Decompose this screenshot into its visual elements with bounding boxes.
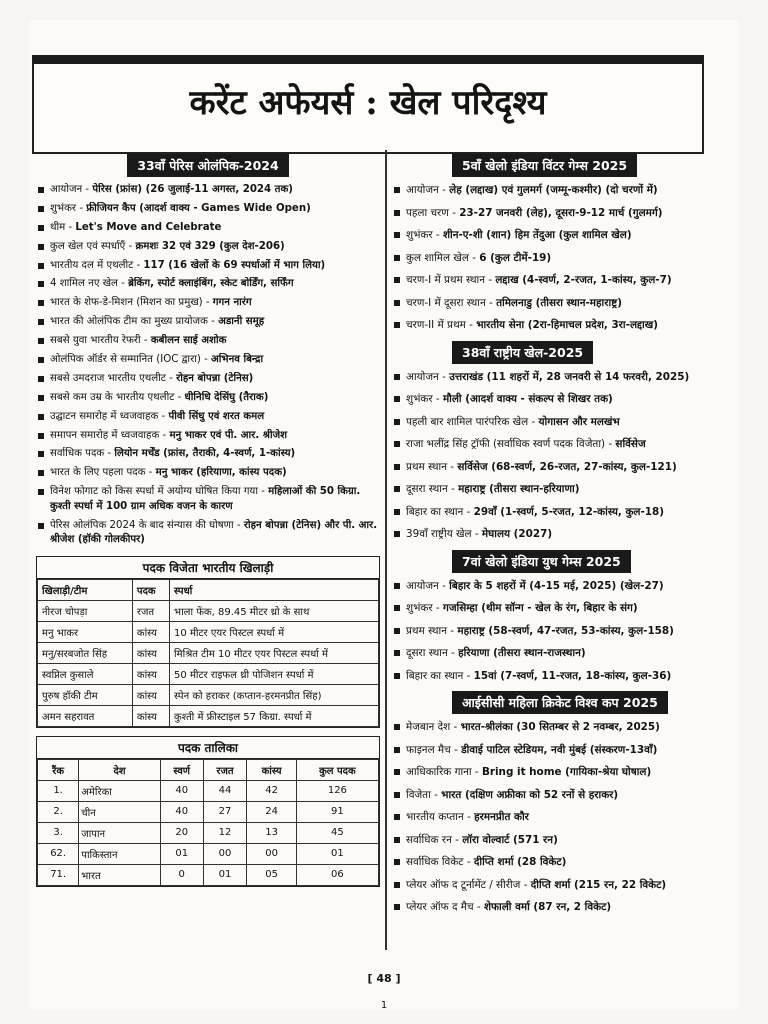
list-item — [392, 206, 722, 221]
item-label: पहला चरण - — [406, 206, 460, 219]
table-cell: 00 — [247, 843, 296, 864]
list-item — [392, 392, 722, 407]
list-item — [36, 485, 380, 514]
table-cell: 71. — [38, 864, 79, 885]
item-label: प्रथम स्थान - — [406, 624, 458, 637]
table-cell: अमन सहरावत — [38, 705, 133, 726]
item-label: सर्वाधिक पदक - — [50, 448, 115, 460]
item-value: लेह (लद्दाख) एवं गुलमर्ग (जम्मू-कश्मीर) (दो चरणों में) — [449, 184, 658, 196]
item-label: समापन समारोह में ध्वजवाहक - — [50, 429, 170, 441]
item-label: आयोजन - — [406, 184, 450, 196]
item-label: पहली बार शामिल पारंपरिक खेल - — [406, 415, 539, 428]
table-cell: भारत — [79, 864, 161, 885]
table-cell: 01 — [296, 843, 378, 864]
item-label: आयोजन - — [406, 579, 450, 592]
item-value: तमिलनाडु (तीसरा स्थान-महाराष्ट्र) — [496, 296, 622, 309]
item-label: बिहार का स्थान - — [406, 505, 474, 518]
item-label: चरण-I में दूसरा स्थान - — [406, 296, 497, 309]
table-cell: स्वप्निल कुसाले — [38, 663, 133, 684]
column-header: कांस्य — [247, 759, 296, 780]
item-value: लॉरा वोल्वार्ट (571 रन) — [462, 833, 558, 846]
fact-list — [392, 579, 722, 684]
item-value: उत्तराखंड (11 शहरों में, 28 जनवरी से 14 फरवरी, 2025) — [449, 370, 690, 383]
fact-list — [392, 720, 722, 915]
list-item — [392, 296, 722, 311]
table-cell: 40 — [160, 801, 203, 822]
list-item — [392, 527, 722, 542]
column-header: स्वर्ण — [160, 759, 203, 780]
item-value: रोहन बोपन्ना (टेनिस) और पी. आर. श्रीजेश (हॉकी गोलकीपर) — [50, 519, 378, 546]
table-cell: 45 — [296, 822, 378, 843]
list-item — [392, 228, 722, 243]
item-value: डीवाई पाटिल स्टेडियम, नवी मुंबई (संस्करण-13वाँ) — [461, 743, 658, 756]
table-cell: पाकिस्तान — [79, 843, 161, 864]
table-cell: 13 — [247, 822, 296, 843]
table-row — [38, 684, 379, 705]
title-banner — [32, 55, 704, 154]
item-label: चरण-I में प्रथम स्थान - — [406, 274, 496, 286]
item-value: हरियाणा (तीसरा स्थान-राजस्थान) — [458, 647, 586, 659]
table-cell: 42 — [247, 780, 296, 801]
item-value: धीनिधि देसिंघु (तैराक) — [184, 391, 269, 403]
item-value: दीप्ति शर्मा (28 विकेट) — [473, 856, 567, 868]
item-value: बिहार के 5 शहरों में (4-15 मई, 2025) (खेल-27) — [449, 579, 664, 592]
item-value: अभिनव बिन्द्रा — [211, 354, 264, 366]
table-cell: 24 — [247, 801, 296, 822]
list-item — [392, 273, 722, 288]
table-cell: 1. — [38, 780, 79, 801]
item-value: लद्दाख (4-स्वर्ण, 2-रजत, 1-कांस्य, कुल-7) — [495, 274, 672, 286]
list-item — [392, 183, 722, 198]
list-item — [392, 878, 722, 893]
item-value: अडानी समूह — [218, 316, 265, 328]
table-cell: 01 — [160, 843, 203, 864]
table-cell: भाला फेंक, 89.45 मीटर थ्रो के साथ — [170, 600, 379, 621]
list-item — [392, 788, 722, 803]
list-item — [392, 669, 722, 684]
item-label: दूसरा स्थान - — [406, 483, 459, 495]
list-item — [392, 370, 722, 385]
item-value: मेघालय (2027) — [481, 528, 553, 540]
item-value: 15वां (7-स्वर्ण, 11-रजत, 18-कांस्य, कुल-36) — [473, 669, 672, 682]
list-item — [392, 646, 722, 661]
section-heading: 5वाँ खेलो इंडिया विंटर गेम्स 2025 — [452, 154, 637, 177]
item-value: पेरिस (फ्रांस) (26 जुलाई-11 अगस्त, 2024 तक) — [92, 184, 293, 195]
item-value: रोहन बोपन्ना (टेनिस) — [176, 372, 254, 384]
item-value: गगन नारंग — [212, 297, 252, 309]
list-item — [392, 579, 722, 594]
table-cell: 12 — [203, 822, 247, 843]
page-number: [ 48 ] — [367, 972, 401, 985]
item-label: आधिकारिक गाना - — [406, 766, 482, 778]
table-cell: 50 मीटर राइफल थ्री पोजिशन स्पर्धा में — [170, 663, 379, 684]
list-item — [36, 315, 380, 330]
list-item — [36, 447, 380, 462]
list-item — [392, 900, 722, 915]
table-cell: 05 — [247, 864, 296, 885]
table-cell: 44 — [203, 780, 247, 801]
list-item — [36, 466, 380, 481]
table-cell: कांस्य — [132, 642, 169, 663]
item-label: भारत के लिए पहला पदक - — [50, 467, 156, 479]
item-value: महिलाओं की 50 किग्रा. कुश्ती स्पर्धा में 100 ग्राम अधिक वजन के कारण — [50, 486, 361, 512]
table-row — [38, 864, 379, 885]
medal-table-header — [38, 759, 379, 780]
table-cell: कांस्य — [132, 705, 169, 726]
winners-table-title: पदक विजेता भारतीय खिलाड़ी — [37, 557, 379, 579]
item-label: प्लेयर ऑफ द मैच - — [406, 901, 484, 913]
medal-table — [36, 736, 380, 887]
table-cell: चीन — [79, 801, 161, 822]
table-cell: 40 — [160, 780, 203, 801]
list-item — [36, 296, 380, 311]
list-item — [36, 221, 380, 236]
table-row — [38, 600, 379, 621]
list-item — [392, 601, 722, 616]
table-cell: रजत — [132, 600, 169, 621]
item-label: मेजबान देश - — [406, 721, 461, 733]
olympics-fact-list — [36, 183, 380, 548]
table-cell: जापान — [79, 822, 161, 843]
item-value: 6 (कुल टीमें-19) — [479, 251, 552, 264]
list-item — [392, 720, 722, 735]
list-item — [392, 318, 722, 333]
list-item — [36, 353, 380, 368]
item-value: योगासन और मलखंभ — [538, 415, 620, 428]
table-cell: कांस्य — [132, 621, 169, 642]
item-label: आयोजन - — [406, 370, 450, 383]
table-cell: कुश्ती में फ्रीस्टाइल 57 किग्रा. स्पर्धा में — [170, 705, 379, 726]
item-value: फ्रीजियन कैप (आदर्श वाक्य - Games Wide Open) — [86, 202, 311, 214]
list-item — [392, 437, 722, 452]
item-label: प्लेयर ऑफ द टूर्नामेंट / सीरीज - — [406, 878, 531, 891]
list-item — [392, 743, 722, 758]
table-cell: मिश्रित टीम 10 मीटर एयर पिस्टल स्पर्धा में — [170, 642, 379, 663]
medal-table-title: पदक तालिका — [37, 737, 379, 759]
item-value: क्रमशः 32 एवं 329 (कुल देश-206) — [135, 240, 285, 252]
table-row — [38, 780, 379, 801]
page-title: करेंट अफेयर्स : खेल परिदृश्य — [189, 83, 547, 123]
table-cell: 2. — [38, 801, 79, 822]
item-label: दूसरा स्थान - — [406, 647, 459, 659]
item-label: भारत के शेफ-डे-मिशन (मिशन का प्रमुख) - — [50, 297, 213, 309]
table-cell: 10 मीटर एयर पिस्टल स्पर्धा में — [170, 621, 379, 642]
list-item — [392, 855, 722, 870]
item-label: प्रथम स्थान - — [406, 460, 458, 473]
table-cell: 62. — [38, 843, 79, 864]
item-value: भारत-श्रीलंका (30 सितम्बर से 2 नवम्बर, 2025) — [460, 721, 660, 733]
table-row — [38, 801, 379, 822]
fact-list — [392, 370, 722, 542]
item-label: बिहार का स्थान - — [406, 669, 474, 682]
item-value: भारतीय सेना (2रा-हिमाचल प्रदेश, 3रा-लद्दाख) — [476, 319, 658, 331]
list-item — [36, 259, 380, 274]
section-heading: 38वाँ राष्ट्रीय खेल-2025 — [452, 341, 593, 364]
list-item — [392, 415, 722, 430]
item-label: पेरिस ओलंपिक 2024 के बाद संन्यास की घोषणा - — [50, 519, 244, 531]
list-item — [392, 810, 722, 825]
item-label: विनेश फोगाट को किस स्पर्धा में अयोग्य घोषित किया गया - — [50, 486, 269, 498]
winners-table-header — [38, 579, 379, 600]
item-label: फाइनल मैच - — [406, 743, 462, 756]
list-item — [392, 765, 722, 780]
item-value: महाराष्ट्र (तीसरा स्थान-हरियाणा) — [458, 483, 580, 495]
item-label: राजा भलींद्र सिंह ट्रॉफी (सर्वाधिक स्वर्ण पदक विजेता) - — [406, 438, 616, 450]
item-label: शुभंकर - — [50, 202, 87, 214]
table-cell: अमेरिका — [79, 780, 161, 801]
item-label: सर्वाधिक रन - — [406, 833, 463, 846]
table-cell: मनु/सरबजोत सिंह — [38, 642, 133, 663]
table-cell: 06 — [296, 864, 378, 885]
item-label: थीम - — [50, 221, 76, 233]
item-value: 29वाँ (1-स्वर्ण, 5-रजत, 12-कांस्य, कुल-18) — [473, 505, 664, 518]
item-label: भारत की ओलंपिक टीम का मुख्य प्रायोजक - — [50, 316, 219, 328]
item-label: सबसे कम उम्र के भारतीय एथलीट - — [50, 391, 185, 403]
item-value: ब्रेकिंग, स्पोर्ट क्लाइंबिंग, स्केट बोर्डिंग, सर्फिंग — [128, 278, 294, 290]
list-item — [36, 240, 380, 255]
column-header: पदक — [132, 579, 169, 600]
list-item — [392, 460, 722, 475]
item-value: 23-27 जनवरी (लेह), दूसरा-9-12 मार्च (गुलमर्ग) — [459, 206, 663, 219]
column-divider — [385, 150, 387, 950]
item-label: ओलंपिक ऑर्डर से सम्मानित (IOC द्वारा) - — [50, 354, 211, 366]
column-header: रजत — [203, 759, 247, 780]
list-item — [36, 410, 380, 425]
winners-table — [36, 556, 380, 728]
table-cell: 01 — [203, 864, 247, 885]
table-row — [38, 642, 379, 663]
item-value: महाराष्ट्र (58-स्वर्ण, 47-रजत, 53-कांस्य, कुल-158) — [457, 624, 674, 637]
item-value: हरमनप्रीत कौर — [474, 811, 529, 823]
item-label: शुभंकर - — [406, 393, 443, 405]
table-row — [38, 663, 379, 684]
left-column — [36, 148, 380, 887]
table-cell: पुरुष हॉकी टीम — [38, 684, 133, 705]
list-item — [392, 482, 722, 497]
list-item — [392, 505, 722, 520]
item-label: भारतीय कप्तान - — [406, 811, 475, 823]
section-heading-olympics: 33वाँ पेरिस ओलंपिक-2024 — [127, 154, 288, 177]
fact-list — [392, 183, 722, 333]
item-label: उद्घाटन समारोह में ध्वजवाहक - — [50, 410, 169, 422]
column-header: कुल पदक — [296, 759, 378, 780]
item-label: सर्वाधिक विकेट - — [406, 856, 474, 868]
table-cell: 91 — [296, 801, 378, 822]
table-cell: कांस्य — [132, 663, 169, 684]
table-cell: मनु भाकर — [38, 621, 133, 642]
list-item — [392, 833, 722, 848]
column-header: देश — [79, 759, 161, 780]
item-value: भारत (दक्षिण अफ्रीका को 52 रनों से हराकर) — [441, 788, 619, 801]
list-item — [36, 429, 380, 444]
item-label: सबसे युवा भारतीय रेफरी - — [50, 335, 151, 347]
item-label: 4 शामिल नए खेल - — [50, 278, 129, 290]
item-value: मनु भाकर (हरियाणा, कांस्य पदक) — [155, 467, 287, 479]
column-header: स्पर्धा — [170, 579, 379, 600]
item-label: शुभंकर - — [406, 602, 443, 614]
section-heading: आईसीसी महिला क्रिकेट विश्व कप 2025 — [452, 691, 668, 714]
item-label: 39वाँ राष्ट्रीय खेल - — [406, 528, 482, 540]
item-value: 117 (16 खेलों के 69 स्पर्धाओं में भाग लिया) — [143, 259, 326, 271]
table-row — [38, 843, 379, 864]
table-cell: 00 — [203, 843, 247, 864]
item-label: कुल खेल एवं स्पर्धाएँ - — [50, 240, 136, 252]
list-item — [36, 519, 380, 548]
item-value: मौली (आदर्श वाक्य - संकल्प से शिखर तक) — [442, 393, 613, 405]
list-item — [36, 391, 380, 406]
list-item — [36, 202, 380, 217]
table-row — [38, 705, 379, 726]
column-header: रैंक — [38, 759, 79, 780]
item-value: शीन-ए-शी (शान) हिम तेंदुआ (कुल शामिल खेल) — [442, 229, 632, 241]
list-item — [36, 277, 380, 292]
item-value: लियोन मर्चेंड (फ्रांस, तैराकी, 4-स्वर्ण, 1-कांस्य) — [114, 448, 296, 460]
item-label: आयोजन - — [50, 184, 93, 195]
item-value: गजसिम्हा (थीम सॉन्ग - खेल के रंग, बिहार के संग) — [442, 602, 638, 614]
item-value: कबीलन साई अशोक — [150, 335, 227, 347]
table-cell: 0 — [160, 864, 203, 885]
item-value: सर्विसेज — [615, 438, 646, 450]
section-heading: 7वां खेलो इंडिया युथ गेम्स 2025 — [452, 550, 631, 573]
table-cell: कांस्य — [132, 684, 169, 705]
list-item — [36, 183, 380, 198]
list-item — [392, 251, 722, 266]
table-cell: 126 — [296, 780, 378, 801]
item-label: भारतीय दल में एथलीट - — [50, 259, 144, 271]
column-header: खिलाड़ी/टीम — [38, 579, 133, 600]
list-item — [36, 334, 380, 349]
table-row — [38, 822, 379, 843]
item-label: सबसे उमदराज भारतीय एथलीट - — [50, 372, 177, 384]
table-cell: 27 — [203, 801, 247, 822]
item-value: Let's Move and Celebrate — [75, 221, 222, 233]
table-cell: 3. — [38, 822, 79, 843]
item-label: चरण-II में प्रथम - — [406, 319, 477, 331]
list-item — [392, 624, 722, 639]
item-value: सर्विसेज (68-स्वर्ण, 26-रजत, 27-कांस्य, कुल-121) — [457, 460, 677, 473]
item-label: कुल शामिल खेल - — [406, 251, 480, 264]
table-cell: 20 — [160, 822, 203, 843]
item-label: शुभंकर - — [406, 229, 443, 241]
footer-number: 1 — [380, 1000, 388, 1011]
item-label: विजेता - — [406, 788, 442, 801]
item-value: Bring it home (गायिका-श्रेया घोषाल) — [481, 766, 652, 778]
table-cell: नीरज चोपड़ा — [38, 600, 133, 621]
item-value: पीवी सिंधु एवं शरत कमल — [168, 410, 265, 422]
item-value: मनु भाकर एवं पी. आर. श्रीजेश — [169, 429, 288, 441]
item-value: शेफाली वर्मा (87 रन, 2 विकेट) — [483, 901, 612, 913]
table-row — [38, 621, 379, 642]
table-cell: स्पेन को हराकर (कप्तान-हरमनप्रीत सिंह) — [170, 684, 379, 705]
list-item — [36, 372, 380, 387]
right-column — [392, 148, 722, 923]
item-value: दीप्ति शर्मा (215 रन, 22 विकेट) — [530, 878, 667, 891]
